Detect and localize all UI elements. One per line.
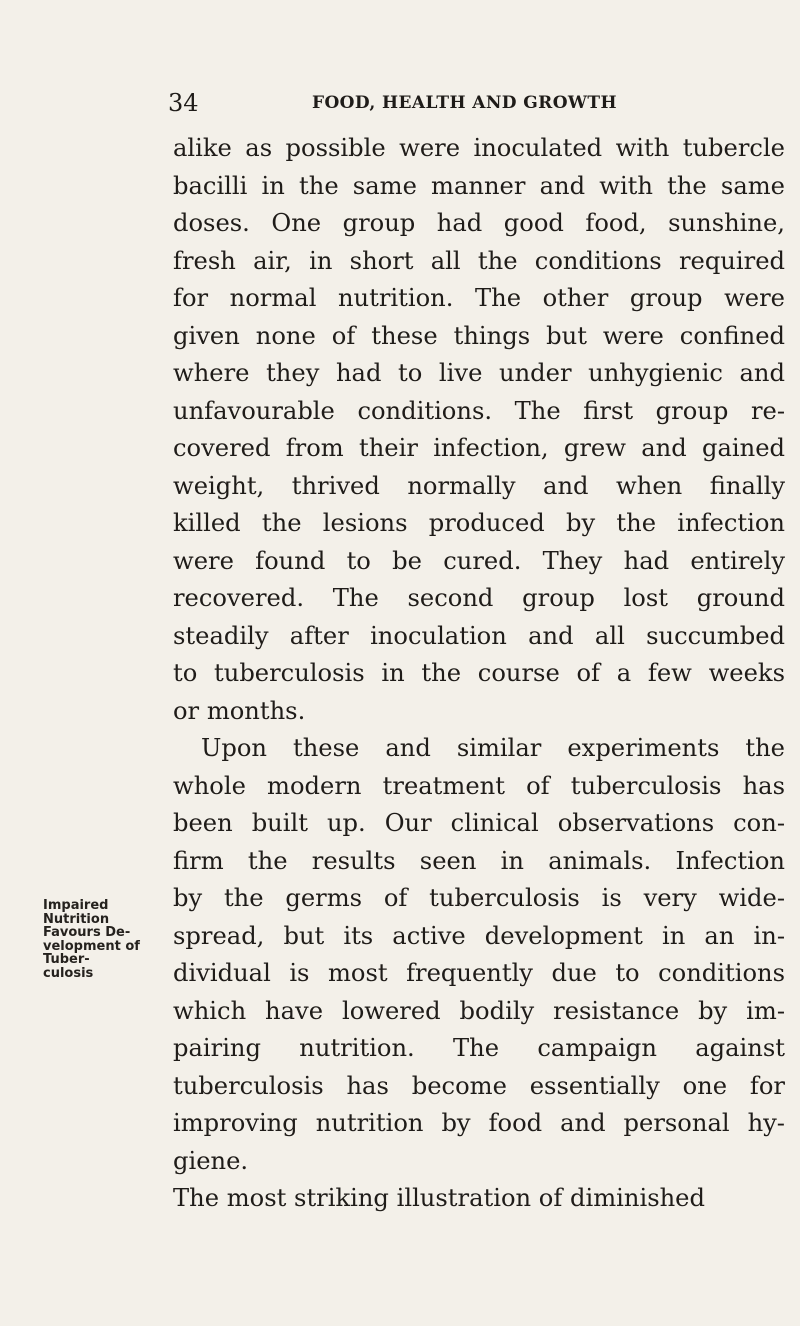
margin-note-line: Favours De- [43, 925, 131, 940]
text-line: spread, but its active development in an in- [173, 921, 785, 950]
margin-note-line: Nutrition [43, 911, 110, 927]
text-line: fresh air, in short all the conditions required [173, 246, 785, 275]
text-line: giene. [173, 1146, 249, 1175]
text-line: alike as possible were inoculated with tubercle [173, 134, 785, 162]
text-line: dividual is most frequently due to conditions [173, 959, 785, 987]
body-text [173, 130, 785, 1218]
text-line: whole modern treatment of tuberculosis has [173, 771, 785, 800]
running-head: FOOD, HEALTH AND GROWTH [312, 93, 617, 113]
text-line: or months. [173, 696, 306, 725]
text-line: steadily after inoculation and all succumbed [173, 621, 785, 650]
text-line: weight, thrived normally and when finally [173, 471, 785, 500]
text-line: which have lowered bodily resistance by im- [173, 996, 785, 1025]
margin-note-line: Tuber- [43, 952, 90, 967]
margin-note-line: Impaired [43, 898, 109, 913]
text-line: covered from their infection, grew and gained [173, 434, 785, 462]
text-line: bacilli in the same manner and with the same [173, 171, 785, 200]
text-line: firm the results seen in animals. Infection [173, 846, 785, 875]
text-line: unfavourable conditions. The first group re- [173, 396, 785, 425]
text-line: doses. One group had good food, sunshine, [173, 209, 785, 237]
text-line: pairing nutrition. The campaign against [173, 1034, 785, 1062]
margin-note-line: culosis [43, 965, 94, 981]
text-line: The most striking illustration of diminished [173, 1184, 705, 1212]
text-line: killed the lesions produced by the infection [173, 509, 785, 537]
text-line: improving nutrition by food and personal hy- [173, 1109, 785, 1137]
text-line: Upon these and similar experiments the [201, 734, 785, 762]
text-line: to tuberculosis in the course of a few weeks [173, 659, 785, 687]
text-line: where they had to live under unhygienic and [173, 359, 785, 387]
text-line: been built up. Our clinical observations con- [173, 809, 785, 837]
margin-note-line: velopment of [43, 938, 140, 954]
text-line: for normal nutrition. The other group were [173, 284, 785, 312]
margin-note [43, 899, 158, 980]
text-line: tuberculosis has become essentially one for [173, 1071, 785, 1100]
text-line: recovered. The second group lost ground [173, 584, 785, 612]
text-line: given none of these things but were confined [173, 321, 785, 350]
page-number: 34 [168, 89, 199, 117]
text-line: were found to be cured. They had entirely [173, 546, 785, 575]
text-line: by the germs of tuberculosis is very wide- [173, 884, 785, 912]
